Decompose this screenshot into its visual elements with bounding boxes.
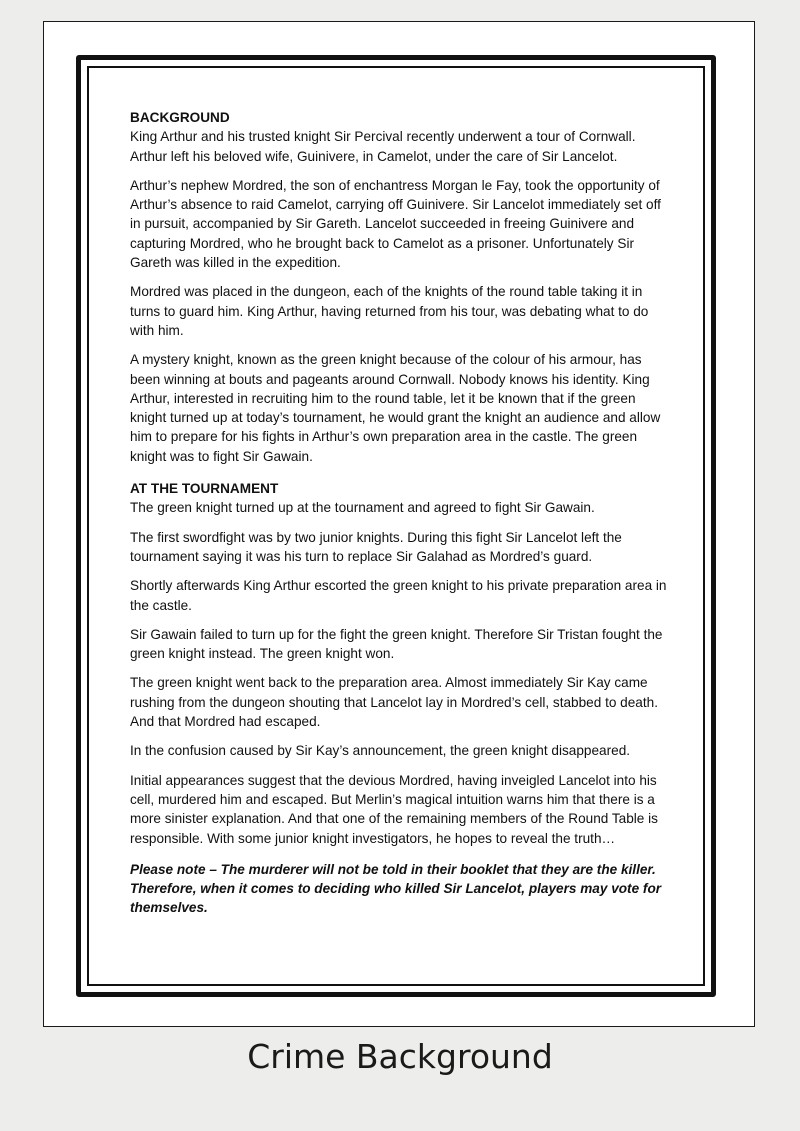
tournament-paragraph-1: The green knight turned up at the tournament and agreed to fight Sir Gawain. bbox=[130, 500, 595, 516]
background-heading: BACKGROUND bbox=[130, 110, 230, 125]
tournament-paragraph-7: Initial appearances suggest that the devious Mordred, having inveigled Lancelot into his cell, murdered him and escaped. But Merlin’s magical intuition warns him that there is a more sinister explanation. And that one of the remaining members of the Round Table is responsible. With some junior knight investigators, he hopes to reveal the truth… bbox=[130, 772, 658, 846]
document-body bbox=[130, 108, 675, 928]
tournament-paragraph-3: Shortly afterwards King Arthur escorted the green knight to his private preparation area in the castle. bbox=[130, 578, 667, 613]
tournament-paragraph-4: Sir Gawain failed to turn up for the fight the green knight. Therefore Sir Tristan fought the green knight instead. The green knight won. bbox=[130, 626, 663, 662]
tournament-paragraph-2: The first swordfight was by two junior knights. During this fight Sir Lancelot left the tournament saying it was his turn to replace Sir Galahad as Mordred’s guard. bbox=[130, 529, 622, 564]
document-page bbox=[43, 21, 755, 1027]
tournament-heading: AT THE TOURNAMENT bbox=[130, 481, 279, 497]
murderer-note: Please note – The murderer will not be told in their booklet that they are the killer. Therefore, when it comes to deciding who killed Sir Lancelot, players may vote for themselves. bbox=[130, 861, 662, 916]
tournament-paragraph-5: The green knight went back to the preparation area. Almost immediately Sir Kay came rushing from the dungeon shouting that Lancelot lay in Mordred’s cell, stabbed to death. And that Mordred had escaped. bbox=[130, 675, 658, 730]
tournament-paragraph-6: In the confusion caused by Sir Kay’s announcement, the green knight disappeared. bbox=[130, 743, 631, 759]
background-paragraph-3: Mordred was placed in the dungeon, each of the knights of the round table taking it in turns to guard him. King Arthur, having returned from his tour, was debating what to do with him. bbox=[130, 284, 649, 338]
background-paragraph-2: Arthur’s nephew Mordred, the son of enchantress Morgan le Fay, took the opportunity of Arthur’s absence to raid Camelot, carrying off Guinivere. Sir Lancelot immediately set off in pursuit, accompanied by Sir Gareth. Lancelot succeeded in freeing Guinivere and capturing Mordred, who he brought back to Camelot as a prisoner. Unfortunately Sir Gareth was killed in the expedition. bbox=[130, 177, 661, 271]
page-caption: Crime Background bbox=[247, 1037, 553, 1076]
background-paragraph-1: King Arthur and his trusted knight Sir Percival recently underwent a tour of Cornwall. Arthur left his beloved wife, Guinivere, in Camelot, under the care of Sir Lancelot. bbox=[130, 129, 636, 164]
background-paragraph-4: A mystery knight, known as the green knight because of the colour of his armour, has been winning at bouts and pageants around Cornwall. Nobody knows his identity. King Arthur, interested in recruiting him to the round table, let it be known that if the green knight turned up at today’s tournament, he would grant the knight an audience and allow him to prepare for his fights in Arthur’s own preparation area in the castle. The green knight was to fight Sir Gawain. bbox=[130, 352, 661, 464]
